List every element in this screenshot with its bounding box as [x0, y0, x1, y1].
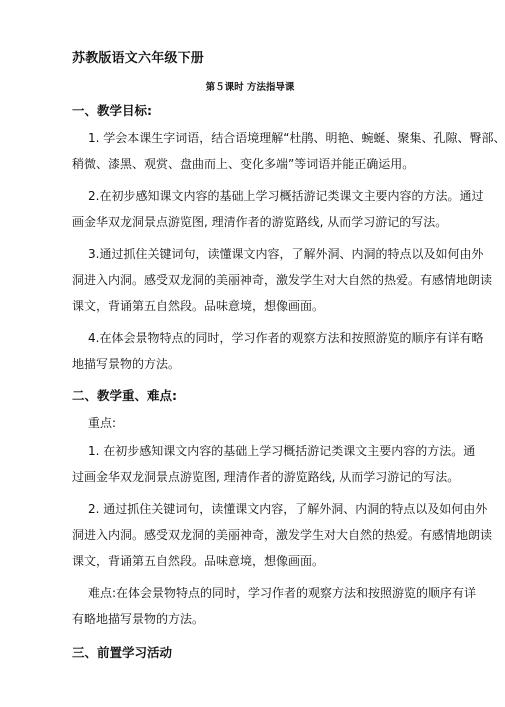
- objective-1-line-1: 1. 学会本课生字词语，结合语境理解“杜鹃、明艳、蜿蜒、聚集、孔隙、臀部、: [88, 131, 505, 145]
- key-points-label: 重点:: [88, 416, 117, 430]
- key-point-2-line-3: 课文，背诵第五自然段。品味意境，想像画面。: [72, 554, 325, 568]
- key-point-1-line-1: 1. 在初步感知课文内容的基础上学习概括游记类课文主要内容的方法。通: [88, 444, 476, 458]
- section-heading-pre-learning: 三、前置学习活动: [72, 645, 173, 660]
- key-point-1-line-2: 过画金华双龙洞景点游览图, 理清作者的游览路线, 从而学习游记的写法。: [72, 470, 460, 484]
- difficulty-line-1: 难点:在体会景物特点的同时，学习作者的观察方法和按照游览的顺序有详: [88, 586, 477, 600]
- objective-3-line-3: 课文，背诵第五自然段。品味意境，想像画面。: [72, 299, 325, 313]
- objective-2-line-2: 画金华双龙洞景点游览图, 理清作者的游览路线, 从而学习游记的写法。: [72, 215, 448, 229]
- objective-1-line-2: 稍微、漆黑、观赏、盘曲而上、变化多端”等词语并能正确运用。: [72, 157, 415, 171]
- objective-3-line-1: 3.通过抓住关键词句，读懂课文内容，了解外洞、内洞的特点以及如何由外: [88, 247, 484, 261]
- document-title: 苏教版语文六年级下册: [72, 51, 205, 66]
- objective-3-line-2: 洞进入内洞。感受双龙洞的美丽神奇，激发学生对大自然的热爱。有感情地朗读: [72, 273, 493, 287]
- key-point-2-line-1: 2. 通过抓住关键词句，读懂课文内容，了解外洞、内洞的特点以及如何由外: [88, 502, 488, 516]
- key-point-2-line-2: 洞进入内洞。感受双龙洞的美丽神奇，激发学生对大自然的热爱。有感情地朗读: [72, 528, 493, 542]
- lesson-title: 第５课时 方法指导课: [205, 82, 295, 93]
- objective-4-line-1: 4.在体会景物特点的同时，学习作者的观察方法和按照游览的顺序有详有略: [88, 331, 484, 345]
- difficulty-line-2: 有略地描写景物的方法。: [72, 612, 205, 626]
- section-heading-objectives: 一、教学目标:: [72, 103, 152, 118]
- section-heading-key-points: 二、教学重、难点:: [72, 388, 177, 403]
- objective-2-line-1: 2.在初步感知课文内容的基础上学习概括游记类课文主要内容的方法。通过: [88, 189, 484, 203]
- objective-4-line-2: 地描写景物的方法。: [72, 357, 181, 371]
